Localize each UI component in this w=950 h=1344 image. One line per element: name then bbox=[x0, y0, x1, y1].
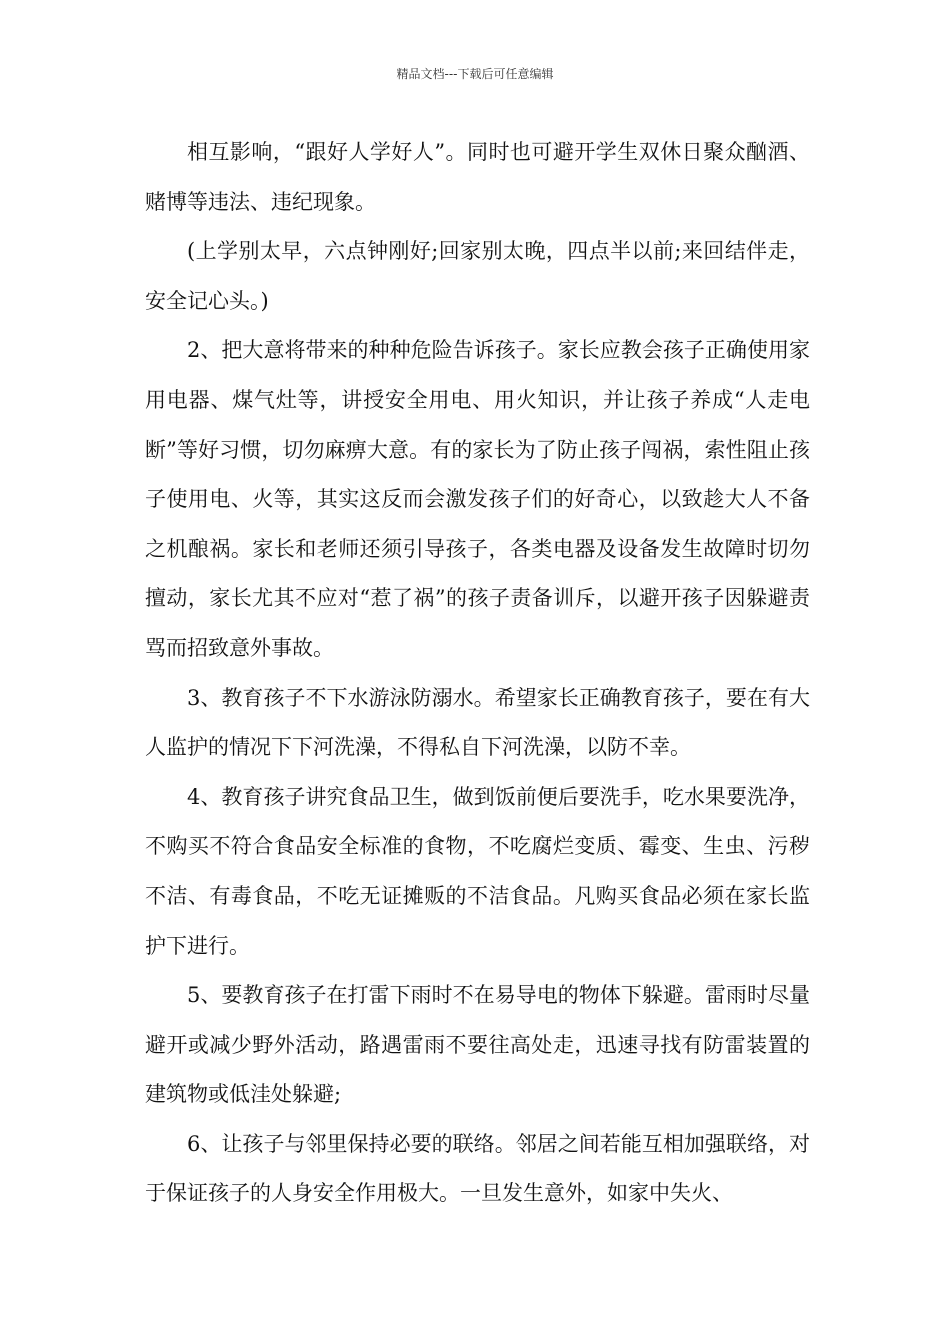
paragraph-6: 5、要教育孩子在打雷下雨时不在易导电的物体下躲避。雷雨时尽量避开或减少野外活动，路遇雷雨不要往高处走，迅速寻找有防雷装置的建筑物或低洼处躲避; bbox=[145, 983, 810, 1107]
paragraph-4: 3、教育孩子不下水游泳防溺水。希望家长正确教育孩子，要在有大人监护的情况下下河洗澡，不得私自下河洗澡，以防不幸。 bbox=[145, 685, 810, 760]
document-body bbox=[145, 128, 810, 1219]
paragraph-5: 4、教育孩子讲究食品卫生，做到饭前便后要洗手，吃水果要洗净，不购买不符合食品安全标准的食物，不吃腐烂变质、霉变、生虫、污秽不洁、有毒食品，不吃无证摊贩的不洁食品。凡购买食品必须在家长监护下进行。 bbox=[145, 784, 810, 958]
paragraph-3: 2、把大意将带来的种种危险告诉孩子。家长应教会孩子正确使用家用电器、煤气灶等，讲授安全用电、用火知识，并让孩子养成“人走电断”等好习惯，切勿麻痹大意。有的家长为了防止孩子闯祸，索性阻止孩子使用电、火等，其实这反而会激发孩子们的好奇心，以致趁大人不备之机酿祸。家长和老师还须引导孩子，各类电器及设备发生故障时切勿擅动，家长尤其不应对“惹了祸”的孩子责备训斥，以避开孩子因躲避责骂而招致意外事故。 bbox=[145, 338, 810, 660]
paragraph-1: 相互影响，“跟好人学好人”。同时也可避开学生双休日聚众酗酒、赌博等违法、违纪现象。 bbox=[145, 140, 810, 214]
paragraph-2: (上学别太早，六点钟刚好;回家别太晚，四点半以前;来回结伴走，安全记心头。) bbox=[145, 239, 810, 313]
page-header: 精品文档---下载后可任意编辑 bbox=[396, 67, 554, 81]
paragraph-7: 6、让孩子与邻里保持必要的联络。邻居之间若能互相加强联络，对于保证孩子的人身安全作用极大。一旦发生意外，如家中失火、 bbox=[145, 1131, 810, 1206]
